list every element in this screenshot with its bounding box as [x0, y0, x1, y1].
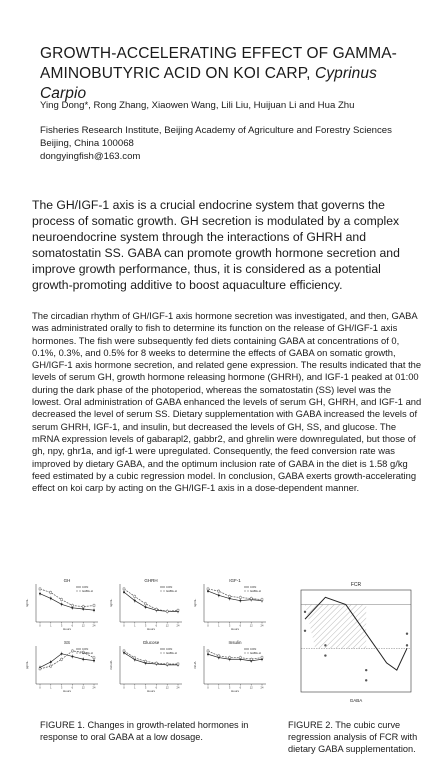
panel-title: SS — [63, 640, 71, 645]
data-point-gaba — [50, 665, 52, 667]
panel-title: Insulin — [228, 640, 242, 645]
panel-ss — [25, 640, 98, 693]
y-label: pg/mL — [25, 660, 29, 670]
x-tick-label: 24 — [92, 686, 96, 690]
panel-igf-1 — [193, 578, 266, 631]
x-tick-label: 1 — [134, 624, 136, 628]
x-tick-label: 12 — [165, 686, 169, 690]
series-line-con — [40, 594, 94, 611]
legend-label-con: CON — [166, 647, 173, 651]
data-point-con — [93, 660, 95, 662]
data-point-gaba — [134, 657, 136, 659]
data-point-con — [218, 594, 220, 596]
panel-gh — [25, 578, 98, 631]
affiliation-email: dongyingfish@163.com — [40, 151, 141, 163]
x-label: GABA — [349, 698, 363, 703]
x-tick-label: 1 — [50, 686, 52, 690]
data-point-gaba — [39, 588, 41, 590]
data-point-gaba — [229, 595, 231, 597]
x-tick-label: 3 — [228, 624, 231, 628]
y-label: ng/mL — [25, 598, 29, 608]
data-point-gaba — [155, 662, 157, 664]
x-tick-label: 12 — [249, 624, 253, 628]
legend-label-con: CON — [250, 647, 257, 651]
data-point-gaba — [50, 591, 52, 593]
legend-label-gaba: GABA-H — [82, 651, 93, 655]
x-tick-label: 3 — [228, 686, 231, 690]
panel-ghrh — [109, 578, 182, 631]
data-point-gaba — [145, 660, 147, 662]
y-label: mIU/L — [193, 660, 197, 670]
x-tick-label: 6 — [71, 686, 74, 690]
data-point-gaba — [261, 657, 263, 659]
legend-label-gaba: GABA-H — [250, 651, 261, 655]
data-point-gaba — [71, 604, 73, 606]
data-point-gaba — [207, 588, 209, 590]
x-tick-label: 3 — [60, 686, 63, 690]
data-point-gaba — [229, 657, 231, 659]
fcr-data-point — [406, 633, 408, 635]
x-tick-label: 6 — [239, 686, 242, 690]
y-label: mmol/L — [109, 660, 113, 670]
summary-paragraph: The GH/IGF-1 axis is a crucial endocrine system that governs the process of somatic growth. GH secretion is modulated by a complex neuroendocrine system through the interactions of GHRH and somatostatin SS. GABA can promote growth hormone secretion and improve growth performance, thus, it is considered as a potential growth-promoting additive to boost aquaculture efficiency. — [32, 198, 400, 292]
series-line-con — [40, 654, 94, 668]
data-point-gaba — [166, 663, 168, 665]
data-point-con — [50, 661, 52, 663]
y-label: ng/mL — [109, 598, 113, 608]
data-point-gaba — [239, 657, 241, 659]
legend-label-con: CON — [82, 647, 89, 651]
x-tick-label: 12 — [249, 686, 253, 690]
legend-label-con: CON — [166, 585, 173, 589]
data-point-con — [71, 655, 73, 657]
data-point-gaba — [177, 609, 179, 611]
x-label: Hours — [62, 689, 72, 693]
data-point-gaba — [166, 610, 168, 612]
legend-label-gaba: GABA-H — [250, 589, 261, 593]
x-tick-label: 24 — [176, 686, 180, 690]
series-line-con — [124, 592, 178, 611]
fcr-data-point — [304, 611, 306, 613]
x-tick-label: 24 — [260, 686, 264, 690]
data-point-gaba — [250, 658, 252, 660]
affiliation — [40, 124, 410, 164]
data-point-gaba — [123, 588, 125, 590]
data-point-gaba — [250, 598, 252, 600]
x-tick-label: 6 — [239, 624, 242, 628]
data-point-gaba — [145, 603, 147, 605]
x-tick-label: 3 — [60, 624, 63, 628]
data-point-gaba — [93, 604, 95, 606]
fcr-data-point — [365, 679, 367, 681]
fcr-data-point — [304, 630, 306, 632]
data-point-con — [134, 600, 136, 602]
data-point-con — [239, 600, 241, 602]
fcr-title: FCR — [350, 582, 362, 588]
data-point-con — [39, 593, 41, 595]
x-label: Hours — [146, 627, 156, 631]
x-tick-label: 12 — [81, 624, 85, 628]
data-point-con — [61, 653, 63, 655]
abstract-paragraph: The circadian rhythm of GH/IGF-1 axis hormone secretion was investigated, and then, GABA was administrated orally to fish to determine its function on the release of GH/IGF-1 axis hormones. The fish were subsequently fed diets containing GABA at concentrations of 0, 0.1%, 0.3%, and 0.5% for 8 weeks to determine the effects of GABA on somatic growth, GH/IGF-1 axis hormone secretion, and related gene expression. The results indicated that the levels of serum GH, growth hormone releasing hormone (GHRH), and IGF-1 peaked at 01:00 during the dark phase of the photoperiod, whereas the somatostatin (SS) level was the lowest. Oral administration of GABA enhanced the levels of serum GH, GHRH, and IGF-1 and decreased the level of serum SS. Dietary supplementation with GABA increased the levels of serum GHRH, IGF-1, and insulin, but decreased the levels of GH, SS, and glucose. The mRNA expression levels of gabarapl2, gabbr2, and ghrelin were downregulated, but those of gh, npy, ghr1a, and igf-1 were upregulated. Consequently, the feed conversion rate was improved by dietary GABA, and the optimum inclusion rate of GABA in the diet is 1.58 g/kg feed estimated by a cubic regression model. In conclusion, GABA exerts growth-accelerating effect on koi carp by acting on the GH/IGF-1 axis in a dose-dependent manner. — [32, 310, 422, 494]
panel-title: GH — [63, 578, 71, 583]
x-tick-label: 0 — [39, 624, 41, 628]
x-tick-label: 0 — [207, 686, 209, 690]
data-point-gaba — [239, 596, 241, 598]
data-point-gaba — [218, 655, 220, 657]
data-point-con — [145, 606, 147, 608]
legend-label-con: CON — [250, 585, 257, 589]
data-point-gaba — [39, 668, 41, 670]
data-point-con — [61, 603, 63, 605]
data-point-gaba — [71, 650, 73, 652]
figure-1 — [22, 574, 272, 704]
legend-label-con: CON — [82, 585, 89, 589]
data-point-gaba — [261, 599, 263, 601]
x-tick-label: 3 — [144, 686, 147, 690]
data-point-gaba — [61, 658, 63, 660]
figure-2-chart — [287, 578, 417, 710]
data-point-gaba — [123, 650, 125, 652]
x-label: Hours — [146, 689, 156, 693]
figure-2 — [287, 578, 417, 710]
x-tick-label: 24 — [176, 624, 180, 628]
legend-label-gaba: GABA-H — [166, 589, 177, 593]
legend-label-gaba: GABA-H — [82, 589, 93, 593]
title-main: GROWTH-ACCELERATING EFFECT OF GAMMA-AMINOBUTYRIC ACID ON KOI CARP, — [40, 45, 397, 82]
data-point-con — [50, 597, 52, 599]
data-point-con — [207, 653, 209, 655]
data-point-gaba — [155, 608, 157, 610]
x-tick-label: 24 — [260, 624, 264, 628]
data-point-con — [82, 658, 84, 660]
x-tick-label: 0 — [207, 624, 209, 628]
x-tick-label: 6 — [155, 624, 158, 628]
data-point-gaba — [134, 595, 136, 597]
data-point-gaba — [93, 657, 95, 659]
x-tick-label: 1 — [218, 624, 220, 628]
x-tick-label: 12 — [81, 686, 85, 690]
panel-title: IGF-1 — [229, 578, 241, 583]
data-point-gaba — [177, 663, 179, 665]
hatched-region — [305, 605, 366, 649]
x-tick-label: 1 — [134, 686, 136, 690]
affiliation-city: Beijing, China 100068 — [40, 138, 134, 150]
x-tick-label: 1 — [50, 624, 52, 628]
title-species: Cyprinus Carpio — [40, 65, 377, 102]
authors: Ying Dong*, Rong Zhang, Xiaowen Wang, Lili Liu, Huijuan Li and Hua Zhu — [40, 100, 355, 111]
fcr-data-point — [324, 654, 326, 656]
x-tick-label: 6 — [155, 686, 158, 690]
x-tick-label: 24 — [92, 624, 96, 628]
fcr-data-point — [406, 644, 408, 646]
panel-title: GHRH — [144, 578, 158, 583]
x-label: Hours — [62, 627, 72, 631]
x-tick-label: 0 — [123, 624, 125, 628]
data-point-gaba — [207, 650, 209, 652]
data-point-gaba — [218, 590, 220, 592]
figure-1-chart — [22, 574, 272, 704]
x-tick-label: 6 — [71, 624, 74, 628]
y-label: ng/mL — [193, 598, 197, 608]
x-tick-label: 0 — [123, 686, 125, 690]
data-point-gaba — [82, 606, 84, 608]
data-point-con — [123, 591, 125, 593]
x-label: Hours — [230, 627, 240, 631]
affiliation-institute: Fisheries Research Institute, Beijing Academy of Agriculture and Forestry Sciences — [40, 125, 392, 136]
x-tick-label: 3 — [144, 624, 147, 628]
fcr-data-point — [365, 669, 367, 671]
data-point-gaba — [61, 599, 63, 601]
fcr-data-point — [324, 644, 326, 646]
panel-title: Glucose — [142, 640, 160, 645]
panel-glucose — [109, 640, 182, 693]
panel-insulin — [193, 640, 266, 693]
figure-1-caption: FIGURE 1. Changes in growth-related hormones in response to oral GABA at a low dosage. — [40, 720, 249, 742]
x-tick-label: 0 — [39, 686, 41, 690]
x-tick-label: 1 — [218, 686, 220, 690]
figure-2-caption: FIGURE 2. The cubic curve regression analysis of FCR with dietary GABA supplementation. — [288, 720, 418, 754]
x-label: Hours — [230, 689, 240, 693]
data-point-con — [93, 609, 95, 611]
x-tick-label: 12 — [165, 624, 169, 628]
paper-title — [40, 44, 410, 104]
legend-label-gaba: GABA-H — [166, 651, 177, 655]
